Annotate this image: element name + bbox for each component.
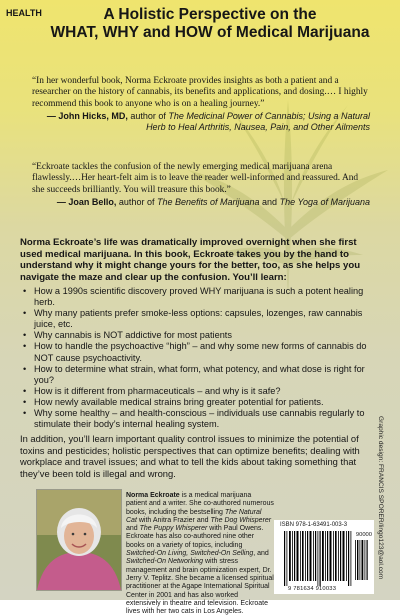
design-credit: Graphic design: FRANCIS SPORER/lingo123@aol.com — [377, 416, 384, 580]
list-item: • How a 1990s scientific discovery proved WHY marijuana is such a potent healing herb. — [22, 286, 370, 308]
quote-author-work: The Benefits of Marijuana — [156, 197, 260, 208]
quote-author-work-2: The Yoga of Marijuana — [279, 197, 370, 208]
intro-paragraph: Norma Eckroate’s life was dramatically improved overnight when she first used medical marijuana. In this book, Eckroate takes you by the hand to understand why it might change yours for the better, too, as she helps you navigate the maze and clear up the confusion. You’ll learn: — [20, 237, 361, 283]
quote-text: “Eckroate tackles the confusion of the newly emerging medical marijuana arena flawlessly.…Her heart-felt aim is to leave the reader well-informed and reassured. And she succeeds brilliantly. You will treasure this book.” — [32, 162, 359, 195]
quote-attribution — [32, 111, 370, 133]
author-photo — [36, 489, 122, 591]
author-bio — [126, 492, 274, 616]
bio-text: with Paul Owens. Eckroate has also co-authored nine other books on a variety of topics, including — [126, 525, 264, 549]
quote-author-role: author of — [130, 111, 166, 122]
list-item: • Why some healthy – and health-conscious – individuals use cannabis regularly to stimulate their body’s internal healing system. — [22, 408, 370, 430]
price-code: 90000 — [355, 532, 372, 538]
list-item: • How newly available medical strains bring greater potential for patients. — [22, 397, 370, 408]
quote-author: — Joan Bello, — [56, 197, 117, 208]
headline — [30, 6, 390, 42]
list-item: • How to handle the psychoactive “high” – and why some new forms of cannabis do NOT cause psychoactivity. — [22, 341, 370, 363]
quote-joiner: and — [262, 197, 278, 208]
quote-text: “In her wonderful book, Norma Eckroate provides insights as both a patient and a researcher on the history of cannabis, its benefits and applications, and dosing.… I highly recommend this book to anyone who is on a healing journey.” — [32, 76, 368, 109]
quote-author-work-cont: Herb to Heal Arthritis, Nausea, Pain, and Other Ailments — [146, 122, 370, 133]
closing-paragraph: In addition, you’ll learn important quality control issues to minimize the potential of toxins and pesticides; holistic perspectives that can optimize benefits; dealing with workplace and travel issues; and what to tell the kids about taking something that they’ve been told is illegal and wrong. — [20, 433, 360, 479]
quote-author-work: The Medicinal Power of Cannabis; Using a Natural — [168, 111, 370, 122]
isbn-barcode — [274, 520, 374, 594]
list-item: • How is it different from pharmaceuticals – and why is it safe? — [22, 386, 370, 397]
isbn-label: ISBN 978-1-63491-003-3 — [280, 522, 348, 528]
endorsement-quote-2 — [32, 162, 370, 208]
quote-author-role: author of — [118, 197, 155, 208]
list-item: • How to determine what strain, what form, what potency, and what dose is right for you? — [22, 364, 370, 386]
quote-author: — John Hicks, MD, — [46, 111, 128, 122]
learning-points-list — [22, 286, 370, 430]
bio-text: with stress management and brain optimization expert, Dr. Jerry V. Teplitz. She became a licensed spiritual practitioner at the Agape International Spiritual Center in 2001 and has also worked extensively in theatre and television. Eckroate lives with her two cats in Los Angeles. — [126, 558, 274, 616]
bio-title: Switched-On Networking — [126, 558, 204, 566]
quote-attribution — [32, 197, 370, 208]
headline-line-2: WHAT, WHY and HOW of Medical Marijuana — [50, 24, 370, 41]
endorsement-quote-1 — [32, 76, 370, 133]
list-item: • Why cannabis is NOT addictive for most patients — [22, 330, 370, 341]
bio-text: with Anitra Frazier and — [136, 516, 211, 524]
bio-text: is a medical marijuana patient and a writer. She co-authored numerous books, including the bestselling — [126, 492, 274, 516]
list-item: • Why many patients prefer smoke-less options: capsules, lozenges, raw cannabis juice, etc. — [22, 308, 370, 330]
bio-title: The Puppy Whisperer — [139, 525, 208, 533]
bio-title: The Natural Cat — [126, 508, 262, 524]
bio-title: The Dog Whisperer — [210, 516, 272, 524]
category-label: HEALTH — [6, 8, 42, 18]
bio-text: , and — [253, 550, 269, 558]
ean-digits: 9 781634 910033 — [288, 586, 337, 592]
bio-name: Norma Eckroate — [126, 492, 180, 499]
headline-line-1: A Holistic Perspective on the — [103, 6, 317, 23]
bio-title: Switched-On Living, Switched-On Selling — [126, 550, 254, 558]
bio-text: and — [126, 525, 140, 533]
